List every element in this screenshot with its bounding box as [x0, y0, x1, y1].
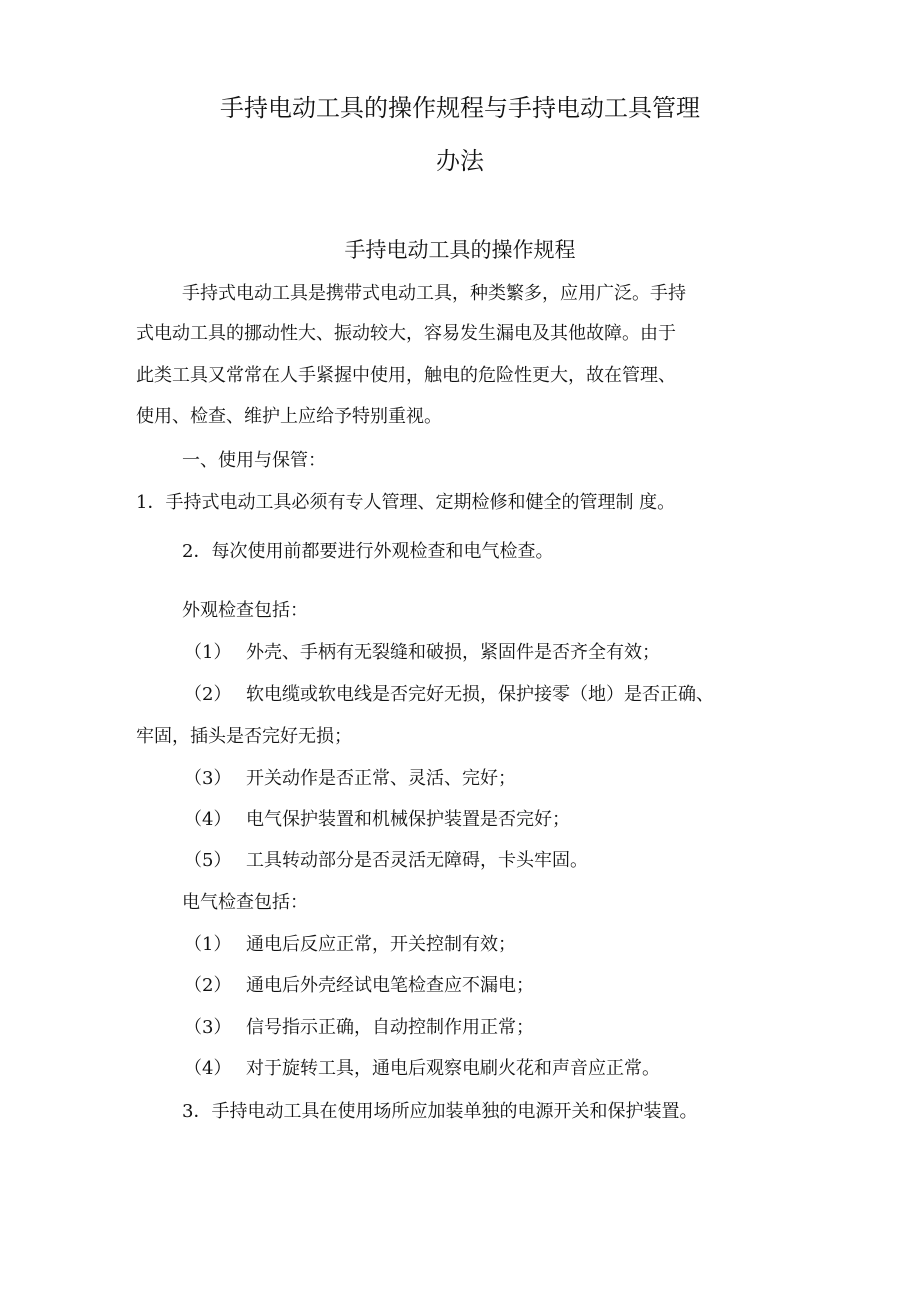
- document-title-line-2: 办法: [436, 147, 484, 175]
- electrical-check-item-4: [184, 1057, 660, 1081]
- intro-line-3: 此类工具又常常在人手紧握中使用，触电的危险性更大，故在管理、: [136, 365, 676, 386]
- electrical-check-heading: 电气检查包括：: [182, 892, 308, 913]
- list-text: 通电后反应正常，开关控制有效；: [246, 934, 516, 955]
- list-text: 信号指示正确，自动控制作用正常；: [246, 1017, 534, 1038]
- intro-line-1: 手持式电动工具是携带式电动工具，种类繁多，应用广泛。手持: [182, 283, 686, 304]
- list-text: 开关动作是否正常、灵活、完好；: [246, 768, 516, 789]
- list-number: （1）: [184, 642, 232, 663]
- intro-line-4: 使用、检查、维护上应给予特别重视。: [136, 406, 442, 427]
- list-text: 外壳、手柄有无裂缝和破损，紧固件是否齐全有效；: [246, 642, 660, 663]
- visual-check-item-1: [184, 641, 660, 665]
- rule-item-1: 1．手持式电动工具必须有专人管理、定期检修和健全的管理制 度。: [136, 492, 676, 513]
- visual-check-item-2-continued: 牢固，插头是否完好无损；: [136, 726, 352, 747]
- visual-check-heading: 外观检查包括：: [182, 600, 308, 621]
- visual-check-item-5: [184, 849, 588, 873]
- list-number: （4）: [184, 809, 232, 830]
- intro-line-2: 式电动工具的挪动性大、振动较大，容易发生漏电及其他故障。由于: [136, 323, 676, 344]
- list-number: （3）: [184, 1017, 232, 1038]
- rule-item-2: 2．每次使用前都要进行外观检查和电气检查。: [182, 541, 554, 562]
- electrical-check-item-1: [184, 933, 516, 957]
- list-number: （2）: [184, 684, 232, 705]
- list-text: 电气保护装置和机械保护装置是否完好；: [246, 809, 570, 830]
- list-text: 软电缆或软电线是否完好无损，保护接零（地）是否正确、: [246, 684, 714, 705]
- section-1-heading: 一、使用与保管：: [182, 450, 326, 471]
- list-text: 对于旋转工具，通电后观察电刷火花和声音应正常。: [246, 1058, 660, 1079]
- section-title: 手持电动工具的操作规程: [344, 238, 576, 262]
- visual-check-item-2: [184, 683, 714, 707]
- list-text: 工具转动部分是否灵活无障碍，卡头牢固。: [246, 850, 588, 871]
- electrical-check-item-3: [184, 1016, 534, 1040]
- list-number: （5）: [184, 850, 232, 871]
- visual-check-item-4: [184, 808, 570, 832]
- rule-item-3: 3．手持电动工具在使用场所应加装单独的电源开关和保护装置。: [182, 1101, 698, 1122]
- list-number: （1）: [184, 934, 232, 955]
- list-text: 通电后外壳经试电笔检查应不漏电；: [246, 975, 534, 996]
- electrical-check-item-2: [184, 974, 534, 998]
- list-number: （3）: [184, 768, 232, 789]
- visual-check-item-3: [184, 767, 516, 791]
- document-title-line-1: 手持电动工具的操作规程与手持电动工具管理: [220, 94, 700, 122]
- list-number: （2）: [184, 975, 232, 996]
- list-number: （4）: [184, 1058, 232, 1079]
